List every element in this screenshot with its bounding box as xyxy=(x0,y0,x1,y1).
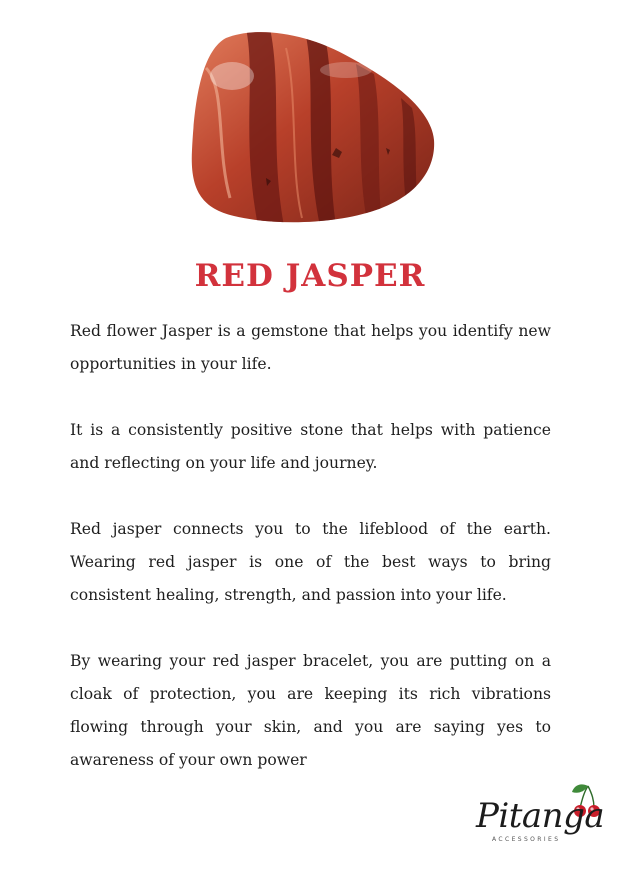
page-title: RED JASPER xyxy=(194,258,426,294)
paragraph: It is a consistently positive stone that helps with patience and reflecting on your life and journey. xyxy=(70,421,551,472)
paragraph: Red flower Jasper is a gemstone that helps you identify new opportunities in your life. xyxy=(70,322,551,373)
paragraph: By wearing your red jasper bracelet, you are putting on a cloak of protection, you are keeping its rich vibrations flowing through your skin, and you are saying yes to awareness of your own power xyxy=(70,652,551,769)
red-jasper-stone-image xyxy=(186,28,438,226)
paragraph: Red jasper connects you to the lifeblood of the earth. Wearing red jasper is one of the best ways to bring consistent healing, strength, and passion into your life. xyxy=(70,520,551,604)
description xyxy=(70,315,551,777)
brand-logo xyxy=(474,782,614,858)
logo-wordmark: Pitanga xyxy=(476,796,605,836)
logo-subtitle: ACCESSORIES xyxy=(492,836,561,843)
